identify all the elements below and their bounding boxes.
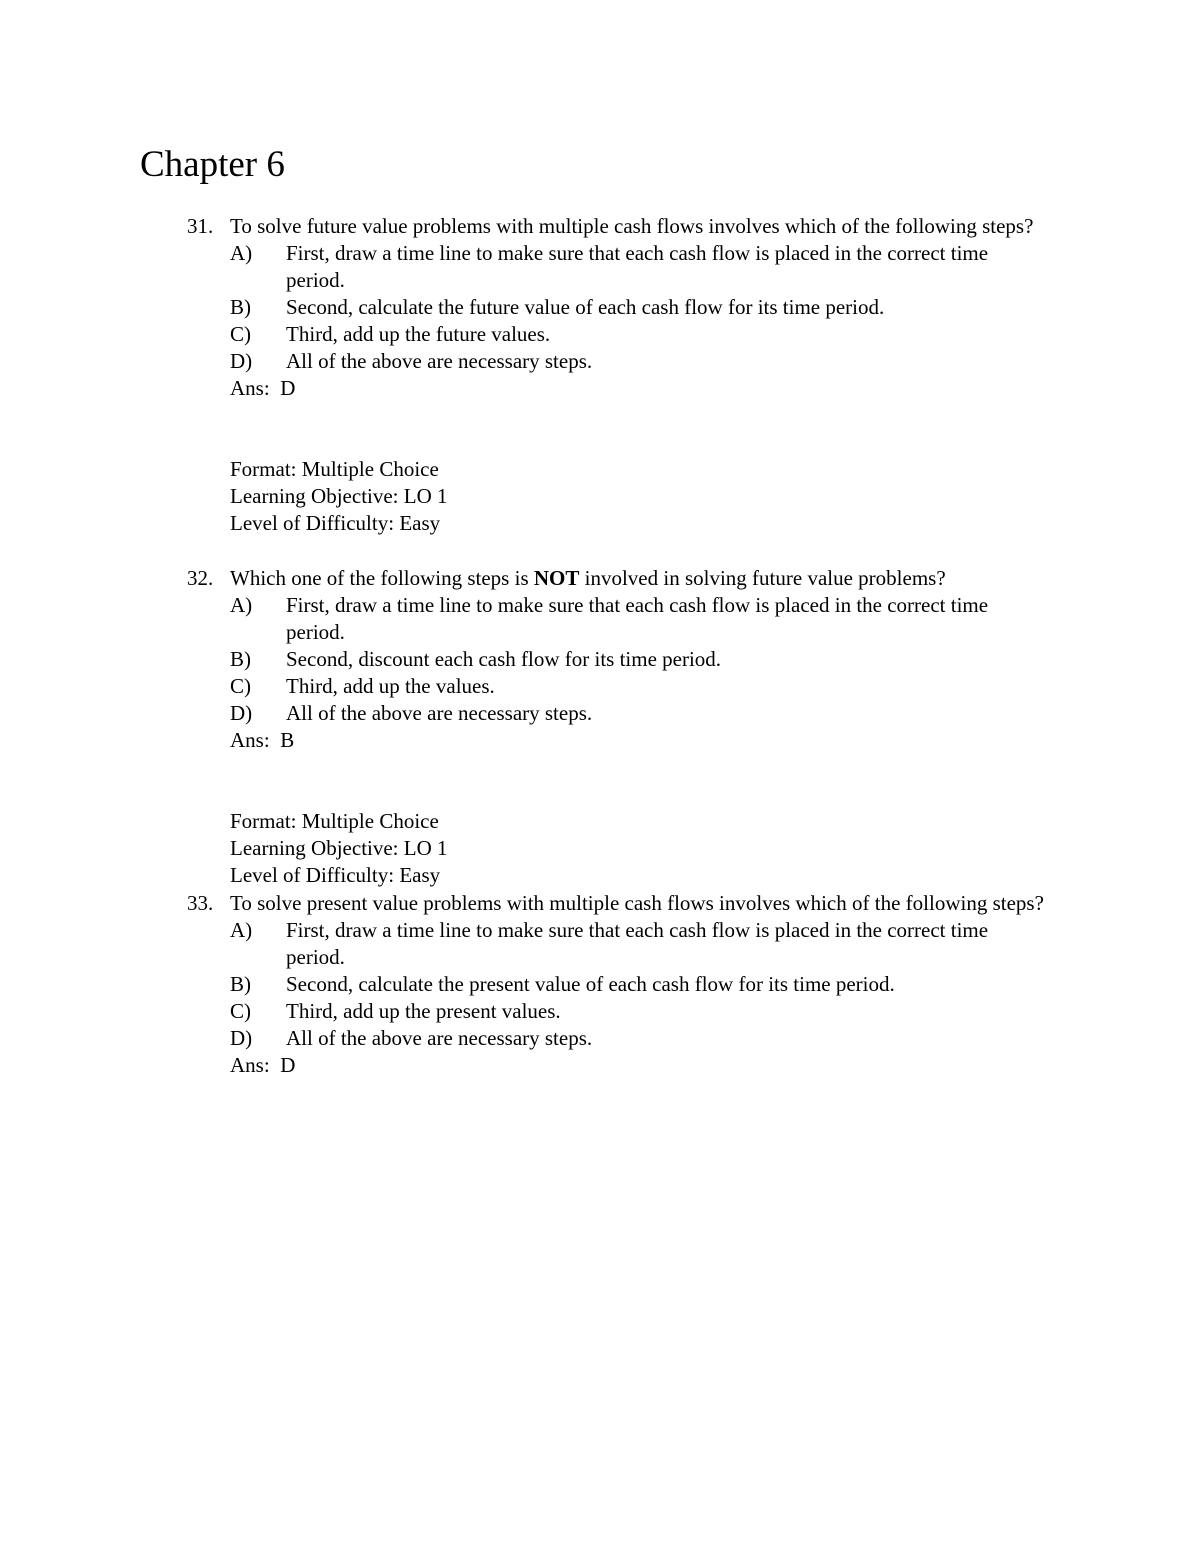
question-31 <box>187 213 1087 537</box>
answer-line <box>230 1052 1087 1079</box>
question-number: 32. <box>187 566 214 590</box>
option-letter: B) <box>230 972 251 996</box>
answer-label: Ans: <box>230 728 270 752</box>
option-letter: B) <box>230 295 251 319</box>
question-33 <box>187 890 1087 1079</box>
option-text: Second, calculate the future value of each cash flow for its time period. <box>286 295 885 319</box>
option-a <box>230 917 1087 971</box>
option-d <box>230 348 1087 375</box>
option-letter: A) <box>230 593 253 617</box>
option-text: First, draw a time line to make sure that each cash flow is placed in the correct time period. <box>286 241 989 292</box>
question-number: 33. <box>187 891 214 915</box>
question-text-start: Which one of the following steps is <box>230 566 534 590</box>
question-32 <box>187 565 1087 889</box>
option-b <box>230 294 1087 321</box>
difficulty-line: Level of Difficulty: Easy <box>230 511 441 535</box>
question-text-end: involved in solving future value problems? <box>579 566 946 590</box>
option-letter: D) <box>230 1026 253 1050</box>
option-letter: C) <box>230 999 251 1023</box>
learning-objective-line: Learning Objective: LO 1 <box>230 484 448 508</box>
format-line: Format: Multiple Choice <box>230 809 439 833</box>
option-text: All of the above are necessary steps. <box>286 349 593 373</box>
option-c <box>230 998 1087 1025</box>
question-text <box>230 565 1087 592</box>
question-stem <box>187 213 1087 240</box>
option-text: Second, calculate the present value of each cash flow for its time period. <box>286 972 895 996</box>
option-b <box>230 971 1087 998</box>
option-d <box>230 700 1087 727</box>
option-text: Third, add up the future values. <box>286 322 551 346</box>
option-c <box>230 321 1087 348</box>
option-a <box>230 240 1087 294</box>
option-d <box>230 1025 1087 1052</box>
option-letter: A) <box>230 918 253 942</box>
answer-value: B <box>280 728 295 752</box>
option-a <box>230 592 1087 646</box>
option-letter: B) <box>230 647 251 671</box>
answer-label: Ans: <box>230 376 270 400</box>
question-text: To solve future value problems with multiple cash flows involves which of the following steps? <box>230 214 1034 238</box>
question-number: 31. <box>187 214 214 238</box>
answer-line <box>230 727 1087 754</box>
option-text: First, draw a time line to make sure that each cash flow is placed in the correct time period. <box>286 918 989 969</box>
page-title: Chapter 6 <box>140 144 285 185</box>
option-text: Third, add up the present values. <box>286 999 561 1023</box>
option-letter: C) <box>230 674 251 698</box>
question-text-emphasis: NOT <box>533 566 580 590</box>
option-text: All of the above are necessary steps. <box>286 1026 593 1050</box>
option-letter: D) <box>230 701 253 725</box>
question-stem <box>187 565 1087 592</box>
option-text: First, draw a time line to make sure that each cash flow is placed in the correct time period. <box>286 593 989 644</box>
option-text: Second, discount each cash flow for its time period. <box>286 647 722 671</box>
option-letter: D) <box>230 349 253 373</box>
option-text: All of the above are necessary steps. <box>286 701 593 725</box>
learning-objective-line: Learning Objective: LO 1 <box>230 836 448 860</box>
option-b <box>230 646 1087 673</box>
answer-line <box>230 375 1087 402</box>
option-text: Third, add up the values. <box>286 674 495 698</box>
question-text: To solve present value problems with multiple cash flows involves which of the following steps? <box>230 891 1044 915</box>
question-stem <box>187 890 1087 917</box>
answer-value: D <box>280 1053 296 1077</box>
format-line: Format: Multiple Choice <box>230 457 439 481</box>
answer-value: D <box>280 376 296 400</box>
option-c <box>230 673 1087 700</box>
option-letter: A) <box>230 241 253 265</box>
difficulty-line: Level of Difficulty: Easy <box>230 863 441 887</box>
option-letter: C) <box>230 322 251 346</box>
answer-label: Ans: <box>230 1053 270 1077</box>
